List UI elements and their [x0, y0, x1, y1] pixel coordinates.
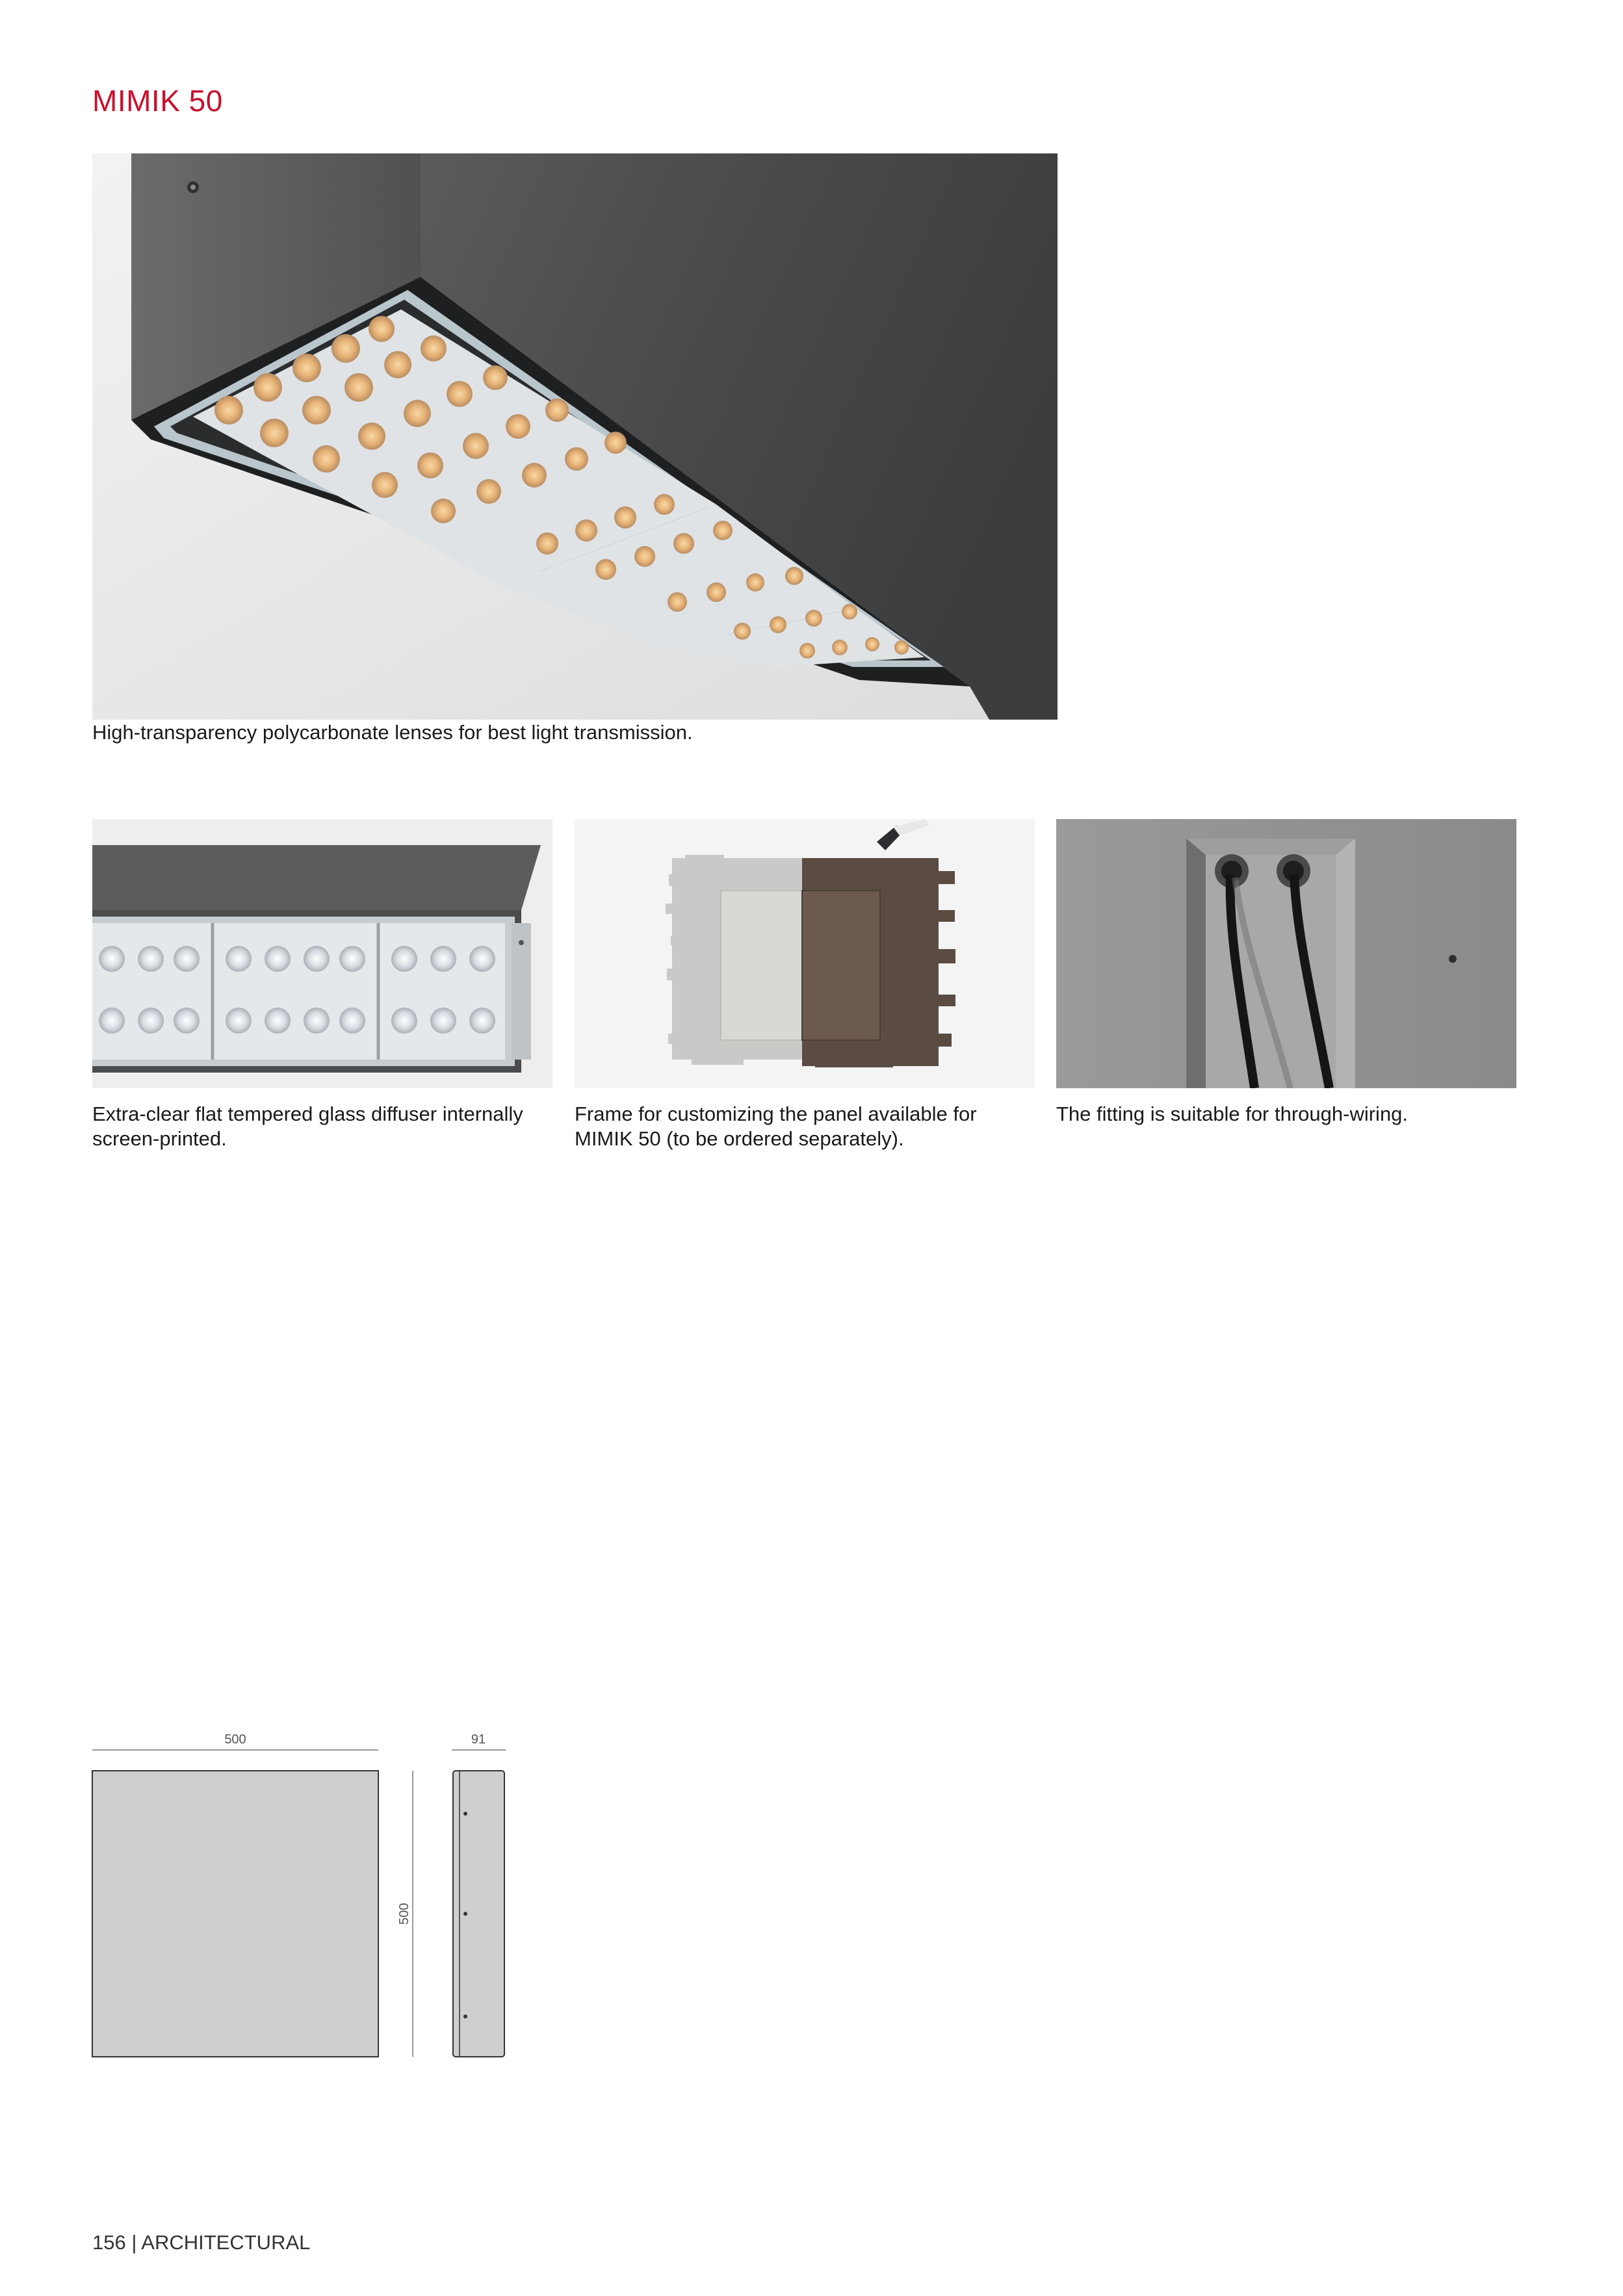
depth-dimension-label: 91	[471, 1732, 486, 1747]
feature-caption-3: The fitting is suitable for through-wiring.	[1056, 1102, 1409, 1125]
technical-drawing	[84, 1729, 526, 2067]
front-view-panel	[92, 1771, 378, 2057]
width-dimension-label: 500	[224, 1732, 246, 1747]
height-dimension-label: 500	[397, 1903, 411, 1925]
feature-photo-glass-diffuser	[92, 819, 552, 1088]
glass-diffuser-image	[92, 819, 552, 1088]
dimension-drawing	[84, 1729, 526, 2067]
side-view-profile	[453, 1771, 504, 2057]
feature-photo-custom-frame	[575, 819, 1035, 1088]
through-wiring-image	[1056, 819, 1516, 1088]
feature-photo-through-wiring	[1056, 819, 1516, 1088]
hero-caption: High-transparency polycarbonate lenses for best light transmission.	[92, 721, 693, 744]
feature-caption-1: Extra-clear flat tempered glass diffuser internally screen-printed.	[92, 1102, 523, 1150]
hero-product-photo	[92, 153, 1058, 720]
custom-panel-frame-image	[575, 819, 1035, 1088]
page-title: MIMIK 50	[92, 84, 223, 118]
page-footer: 156 | ARCHITECTURAL	[92, 2231, 311, 2254]
feature-caption-2: Frame for customizing the panel available for MIMIK 50 (to be ordered separately).	[575, 1102, 977, 1150]
luminaire-underside-image	[92, 153, 1058, 720]
